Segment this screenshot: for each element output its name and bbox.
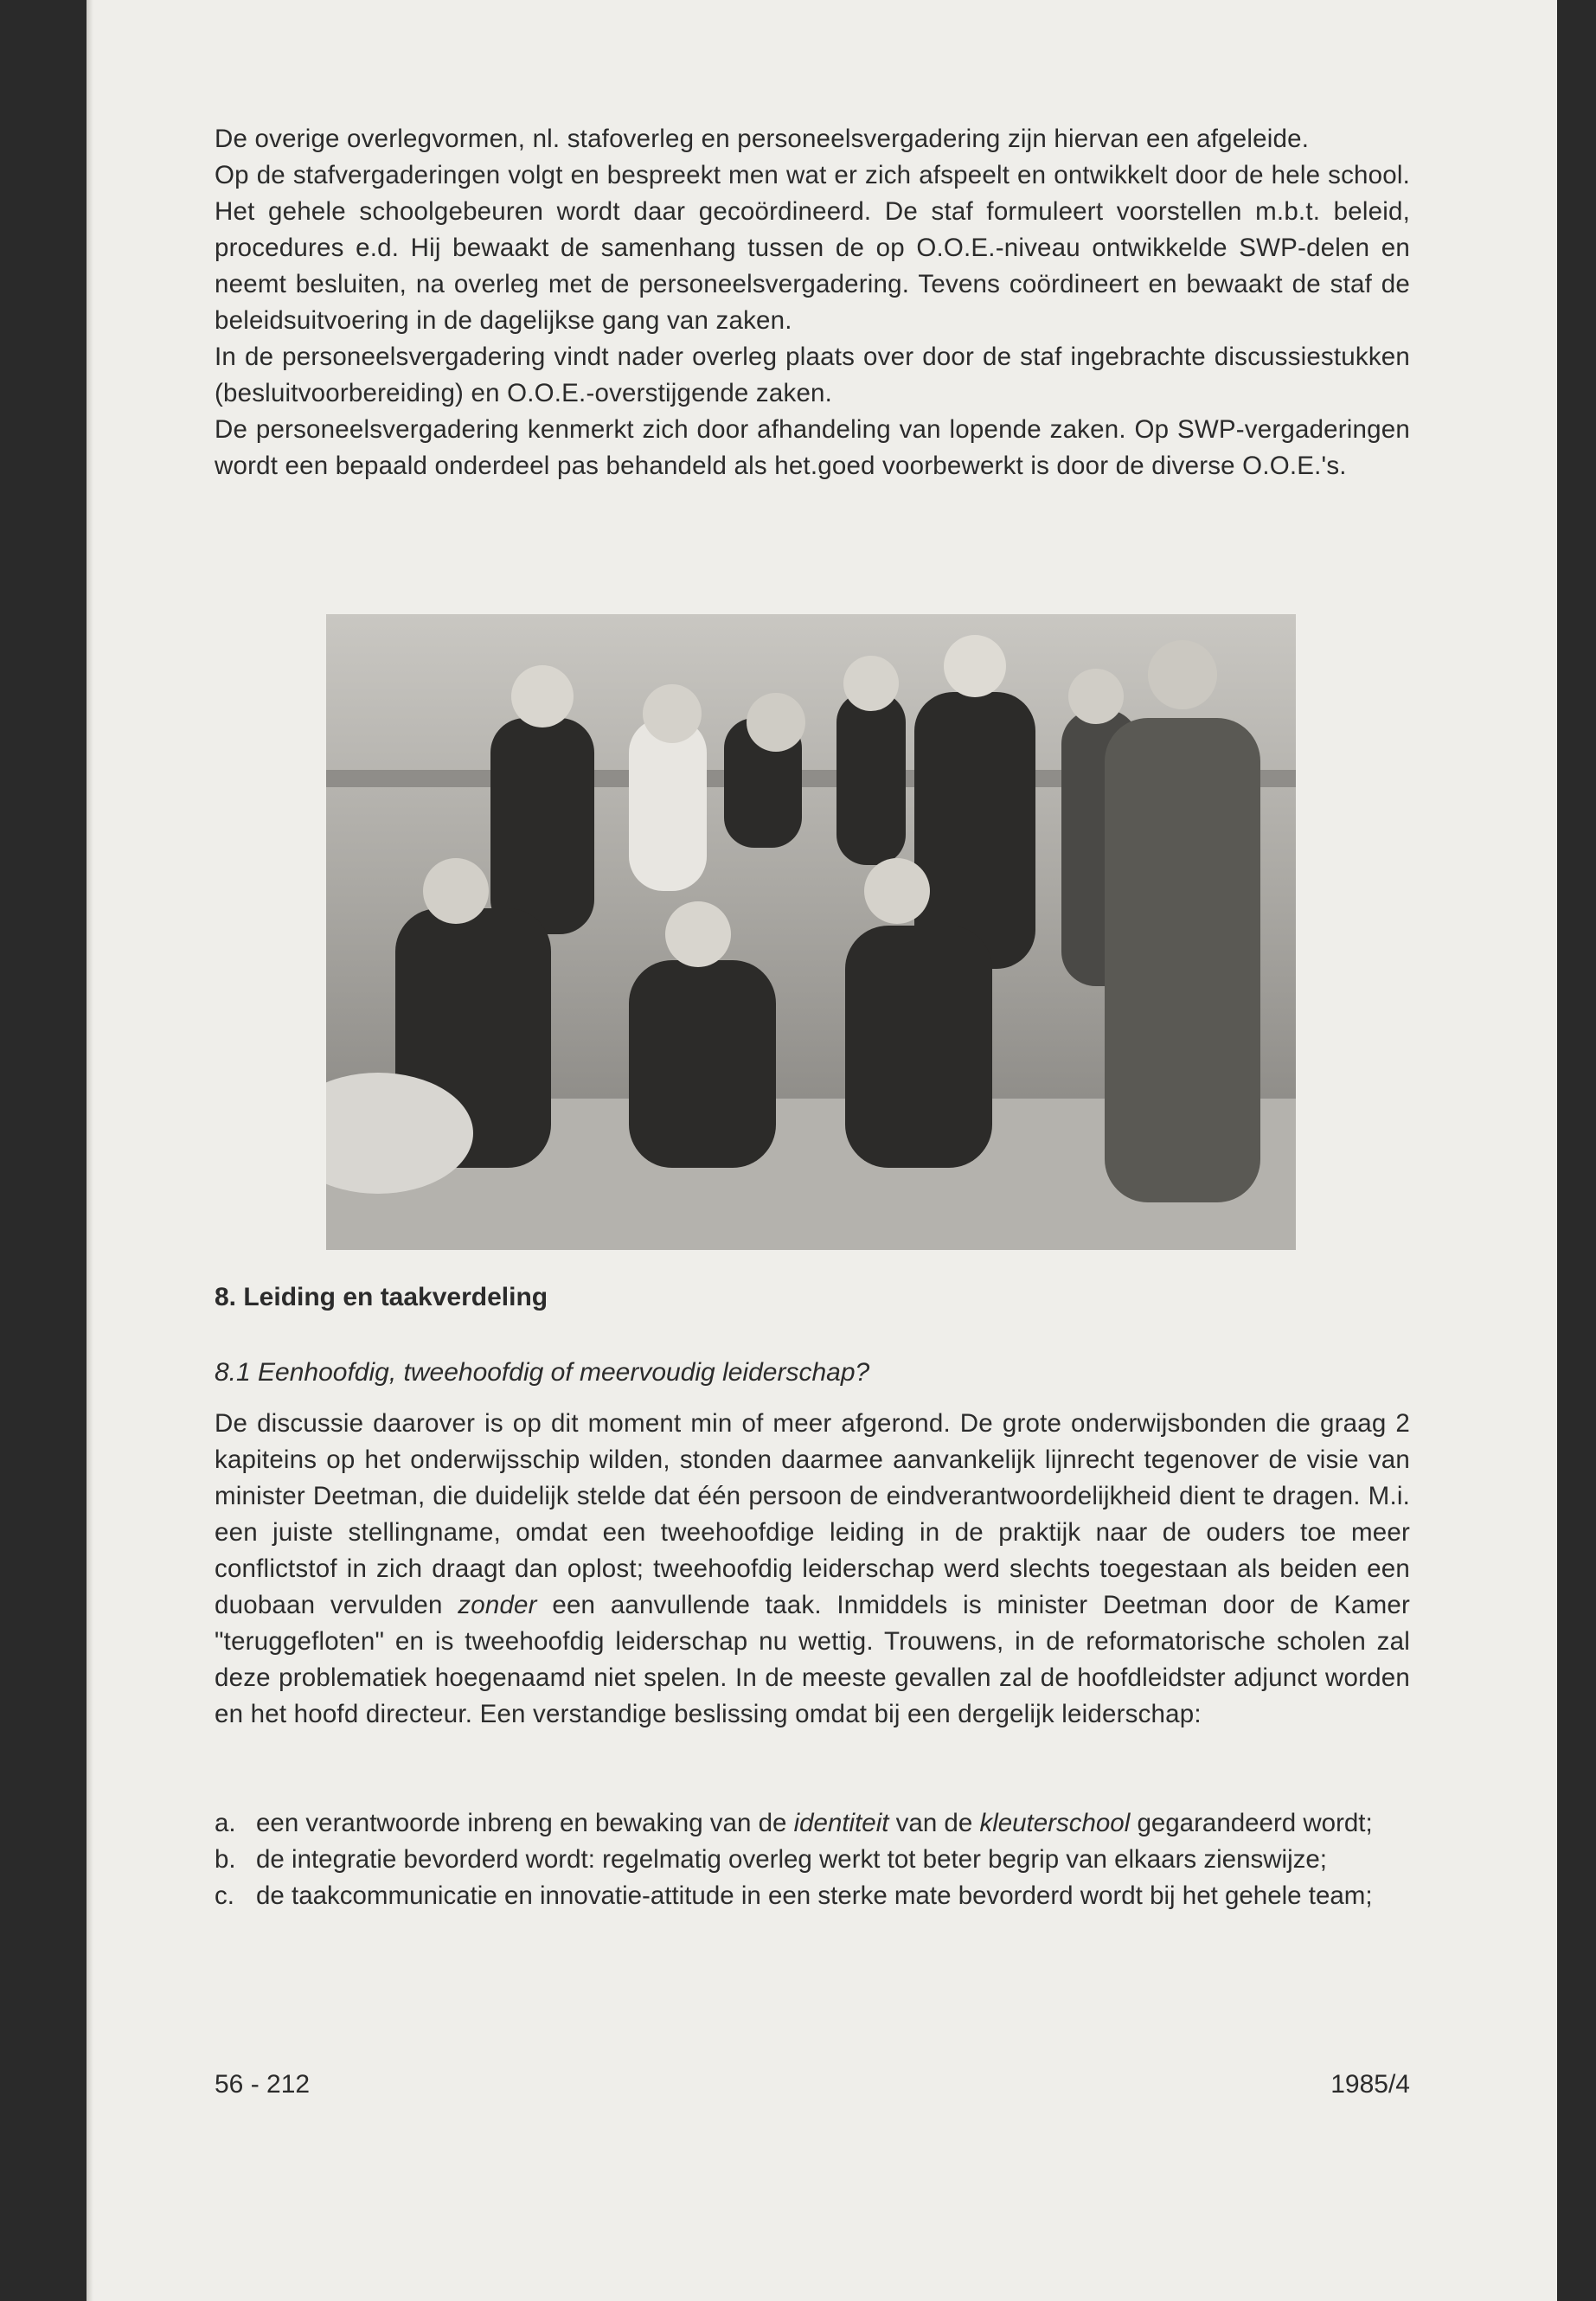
paragraph-lopende-zaken: De personeelsvergadering kenmerkt zich door afhandeling van lopende zaken. Op SWP-vergaderingen wordt een bepaald onderdeel pas behandeld als het.goed voorbewerkt is door de diverse O.O.E.'s. xyxy=(215,415,1410,480)
paragraph-personeelsvergadering: In de personeelsvergadering vindt nader overleg plaats over door de staf ingebrachte discussiestukken (besluitvoorbereiding) en O.O.E.-overstijgende zaken. xyxy=(215,343,1410,407)
intro-text-block xyxy=(215,121,1410,484)
list-item: c. de taakcommunicatie en innovatie-attitude in een sterke mate bevorderd wordt bij het gehele team; xyxy=(215,1881,1373,1910)
list-item: a. een verantwoorde inbreng en bewaking van de identiteit van de kleuterschool gegarandeerd wordt; xyxy=(215,1809,1373,1837)
issue-number: 1985/4 xyxy=(1330,2070,1410,2099)
subsection-heading: 8.1 Eenhoofdig, tweehoofdig of meervoudig leiderschap? xyxy=(215,1358,870,1387)
paragraph-leiderschap: De discussie daarover is op dit moment min of meer afgerond. De grote onderwijsbonden die graag 2 kapiteins op het onderwijsschip wilden, stonden daarmee aanvankelijk lijnrecht tegenover de visie van minister Deetman, die duidelijk stelde dat één persoon de eindverantwoordelijkheid dient te dragen. M.i. een juiste stellingname, omdat een tweehoofdige leiding in de praktijk naar de ouders toe meer conflictstof in zich draagt dan oplost; tweehoofdig leiderschap werd slechts toegestaan als beiden een duobaan vervulden zonder een aanvullende taak. Inmiddels is minister Deetman door de Kamer "teruggefloten" en is tweehoofdig leiderschap nu wettig. Trouwens, in de reformatorische scholen zal deze problematiek hoegenaamd niet spelen. In de meeste gevallen zal de hoofdleidster adjunct worden en het hoofd directeur. Een verstandige beslissing omdat bij een dergelijk leiderschap: xyxy=(215,1409,1411,1728)
group-photo xyxy=(326,614,1296,1250)
body-text-block xyxy=(215,1406,1410,1733)
section-heading: 8. Leiding en taakverdeling xyxy=(215,1283,548,1311)
list-item: b. de integratie bevorderd wordt: regelmatig overleg werkt tot beter begrip van elkaars zienswijze; xyxy=(215,1845,1327,1874)
document-page xyxy=(87,0,1557,2301)
paragraph-stafvergaderingen: Op de stafvergaderingen volgt en bespreekt men wat er zich afspeelt en ontwikkelt door de hele school. Het gehele schoolgebeuren wordt daar gecoördineerd. De staf formuleert voorstellen m.b.t. beleid, procedures e.d. Hij bewaakt de samenhang tussen de op O.O.E.-niveau ontwikkelde SWP-delen en neemt besluiten, na overleg met de personeelsvergadering. Tevens coördineert en bewaakt de staf de beleidsuitvoering in de dagelijkse gang van zaken. xyxy=(215,161,1410,335)
page-number: 56 - 212 xyxy=(215,2070,311,2099)
conditions-list xyxy=(215,1805,1410,1914)
paragraph-overlegvormen: De overige overlegvormen, nl. stafoverleg en personeelsvergadering zijn hiervan een afgeleide. xyxy=(215,125,1310,153)
